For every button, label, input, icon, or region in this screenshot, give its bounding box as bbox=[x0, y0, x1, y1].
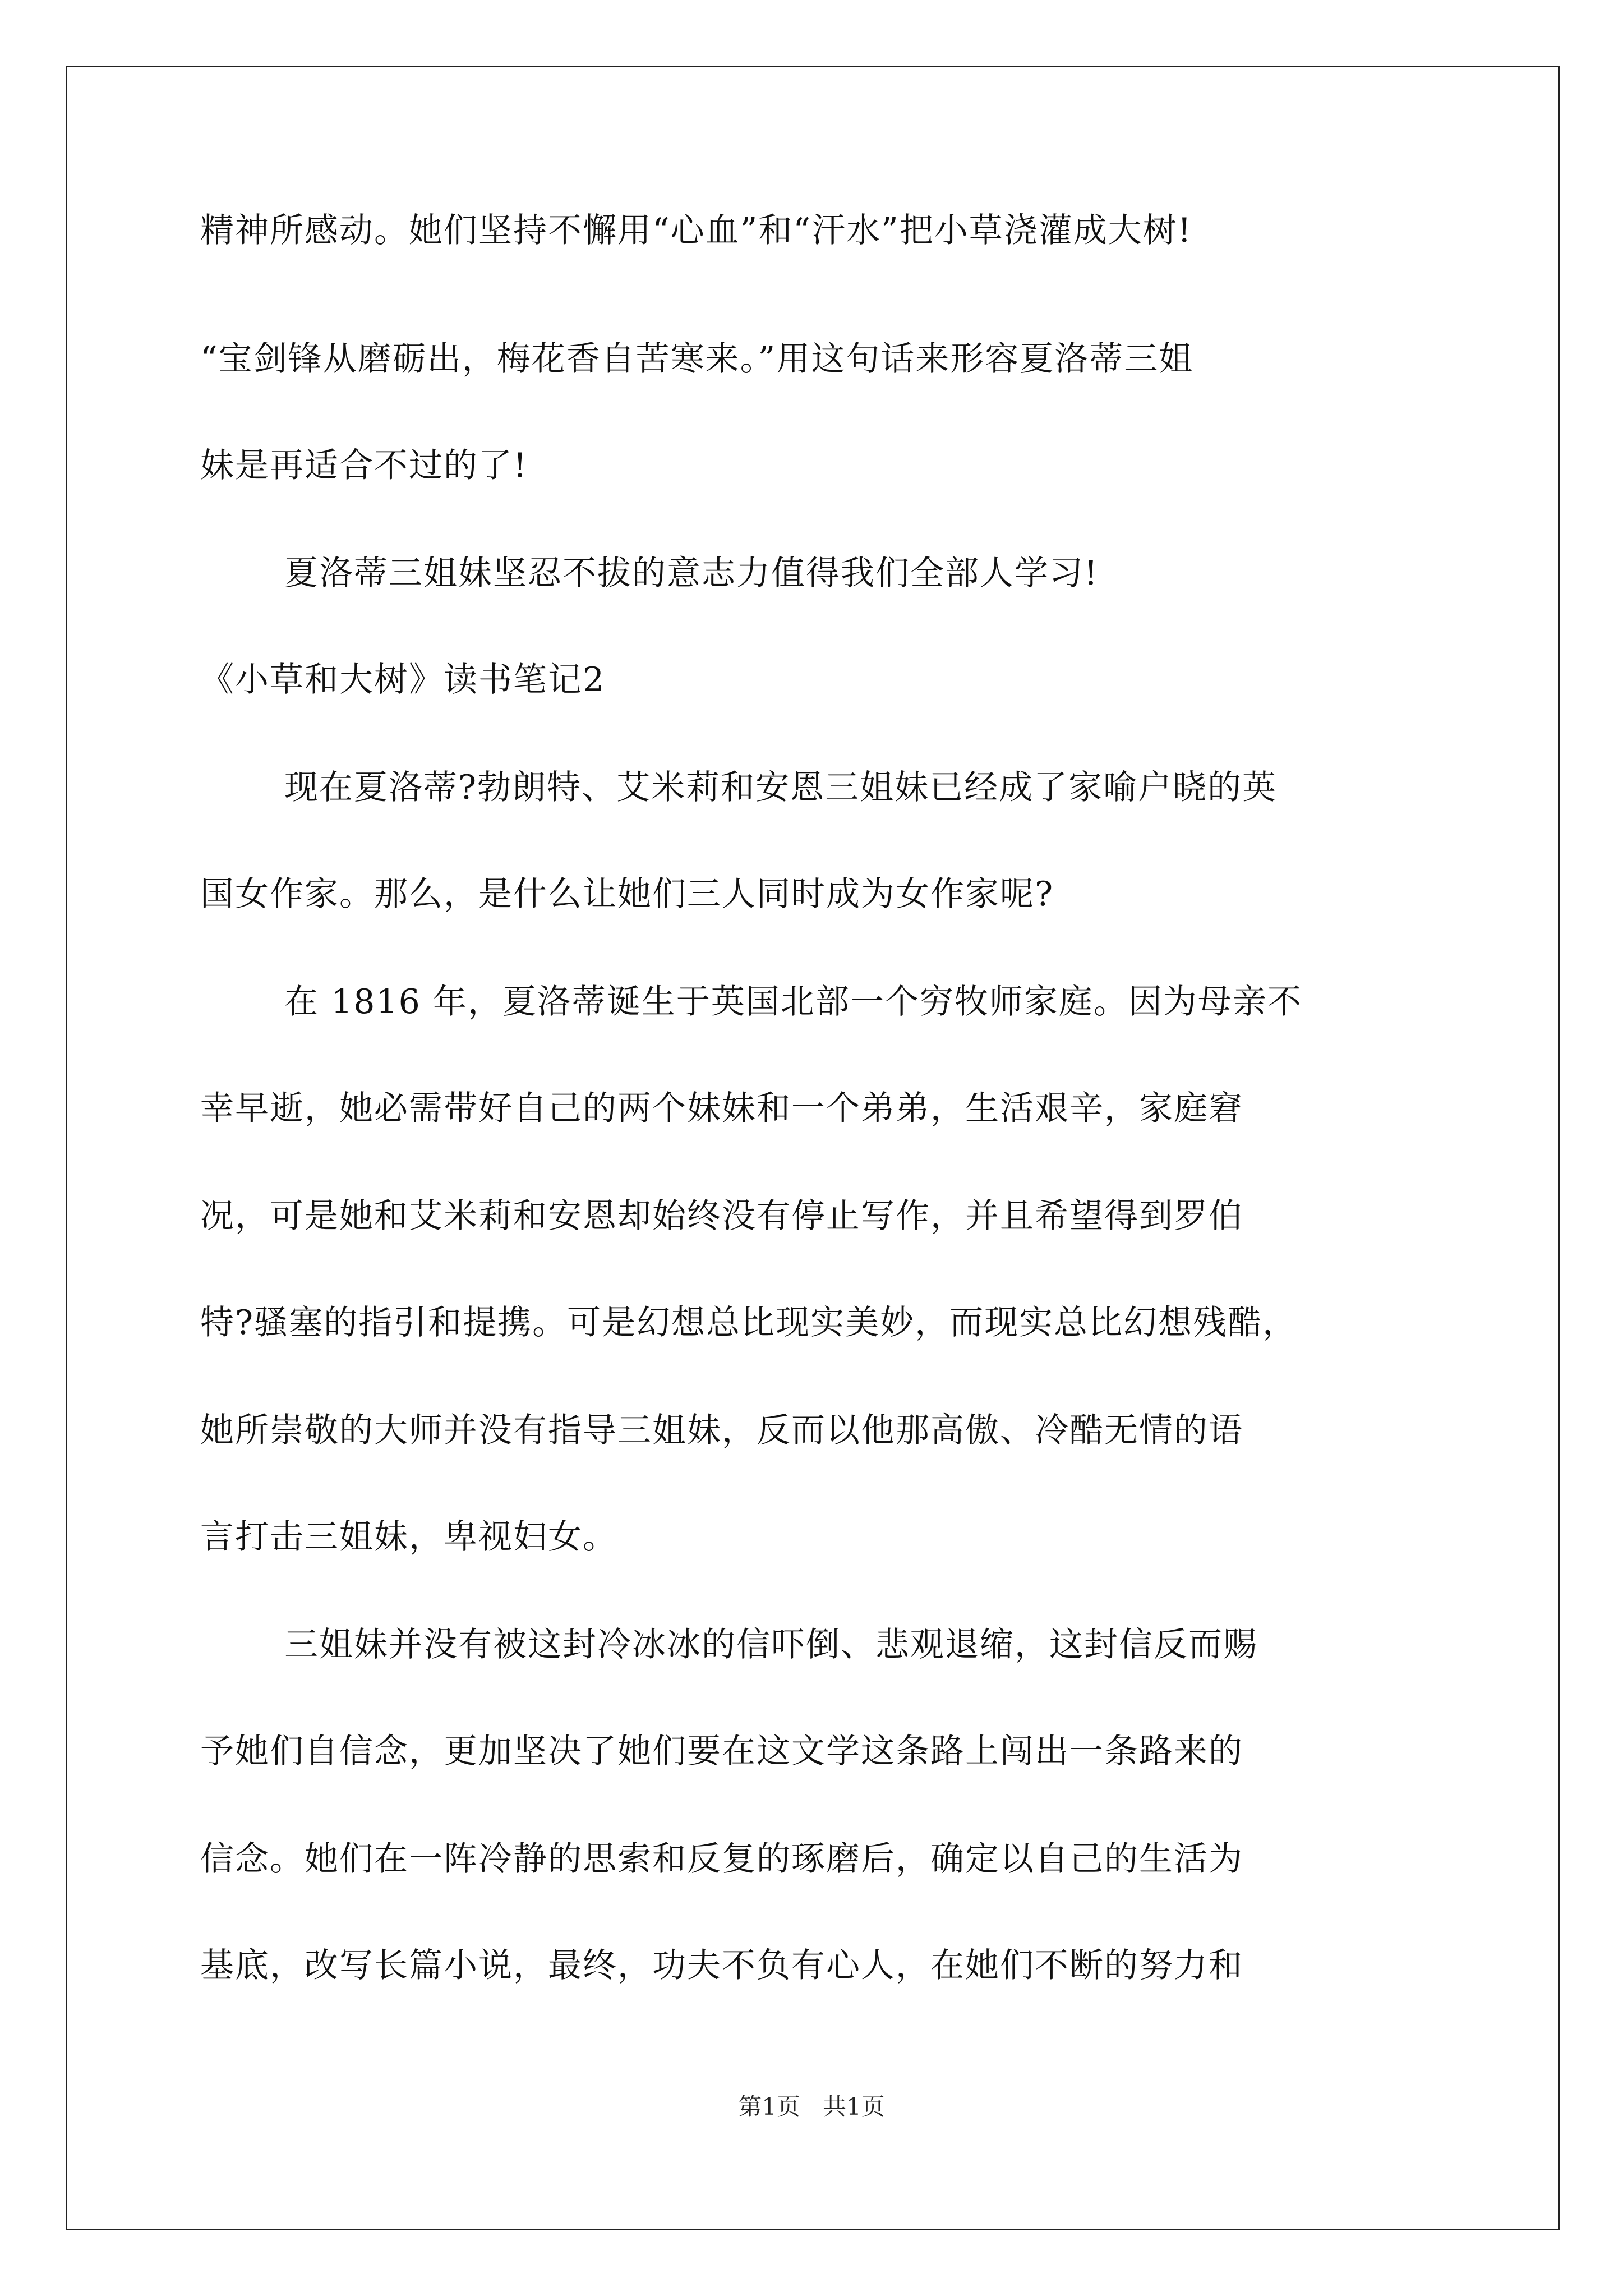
text-line-10: 况，可是她和艾米莉和安恩却始终没有停止写作，并且希望得到罗伯 bbox=[200, 1197, 1243, 1236]
page-border bbox=[66, 66, 1560, 2230]
text-line-6: 现在夏洛蒂?勃朗特、艾米莉和安恩三姐妹已经成了家喻户晓的英 bbox=[284, 768, 1278, 807]
text-line-17: 基底，改写长篇小说，最终，功夫不负有心人，在她们不断的努力和 bbox=[200, 1946, 1243, 1985]
text-line-13: 言打击三姐妹，卑视妇女。 bbox=[200, 1517, 617, 1557]
section-heading: 《小草和大树》读书笔记2 bbox=[200, 660, 606, 700]
text-line-16: 信念。她们在一阵冷静的思索和反复的琢磨后，确定以自己的生活为 bbox=[200, 1839, 1243, 1879]
text-line-9: 幸早逝，她必需带好自己的两个妹妹和一个弟弟，生活艰辛，家庭窘 bbox=[200, 1089, 1243, 1128]
text-line-2: “宝剑锋从磨砺出，梅花香自苦寒来。”用这句话来形容夏洛蒂三姐 bbox=[200, 339, 1194, 379]
text-line-11: 特?骚塞的指引和提携。可是幻想总比现实美妙，而现实总比幻想残酷， bbox=[200, 1303, 1298, 1342]
text-line-7: 国女作家。那么，是什么让她们三人同时成为女作家呢? bbox=[200, 875, 1054, 914]
text-line-8: 在 1816 年，夏洛蒂诞生于英国北部一个穷牧师家庭。因为母亲不 bbox=[284, 982, 1302, 1022]
text-line-14: 三姐妹并没有被这封冷冰冰的信吓倒、悲观退缩，这封信反而赐 bbox=[284, 1625, 1258, 1664]
text-line-3: 妹是再适合不过的了! bbox=[200, 446, 528, 485]
page-number-footer: 第1页 共1页 bbox=[738, 2093, 885, 2120]
text-line-15: 予她们自信念，更加坚决了她们要在这文学这条路上闯出一条路来的 bbox=[200, 1732, 1243, 1771]
text-line-12: 她所崇敬的大师并没有指导三姐妹，反而以他那高傲、冷酷无情的语 bbox=[200, 1411, 1243, 1450]
text-line-1: 精神所感动。她们坚持不懈用“心血”和“汗水”把小草浇灌成大树! bbox=[200, 211, 1192, 250]
text-line-4: 夏洛蒂三姐妹坚忍不拔的意志力值得我们全部人学习! bbox=[284, 554, 1099, 593]
